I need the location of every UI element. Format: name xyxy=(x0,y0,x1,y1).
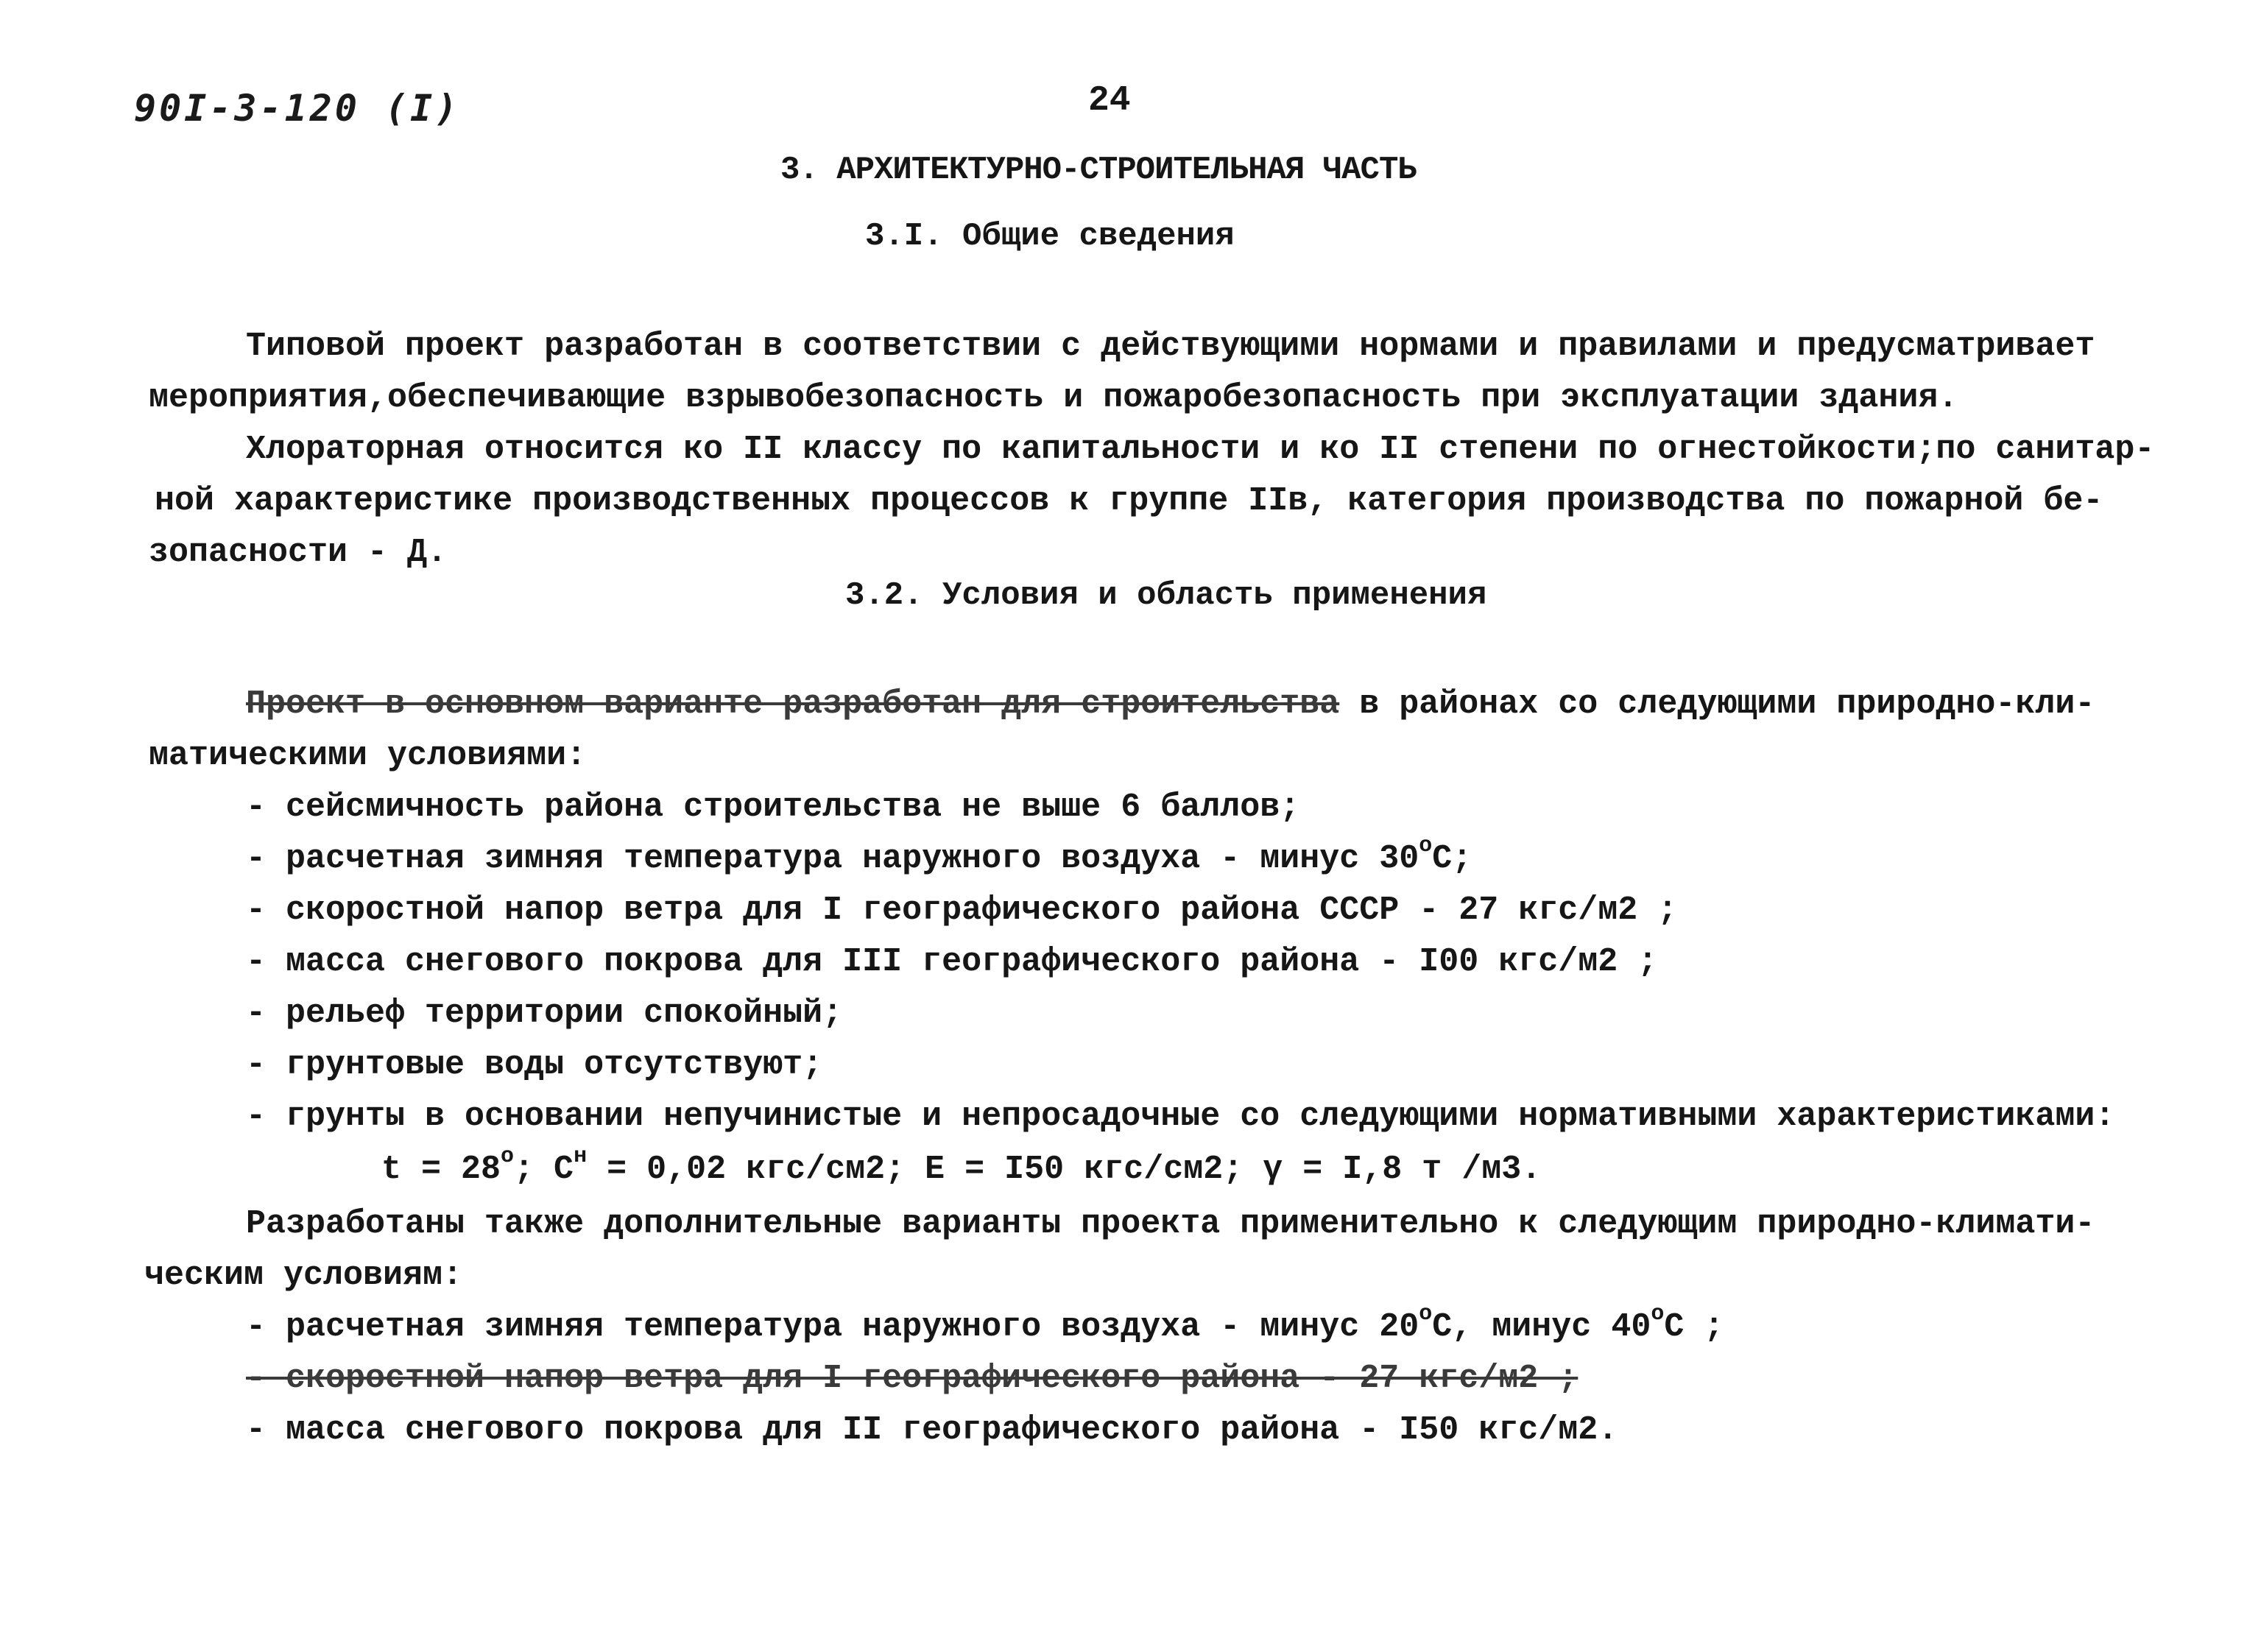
alternatives-line-1: Разработаны также дополнительные варианты проекта применительно к следующим природно-климати- xyxy=(246,1205,2095,1243)
subsection-conditions-title: 3.2. Условия и область применения xyxy=(845,577,1487,614)
alternatives-line-2: ческим условиям: xyxy=(144,1257,463,1294)
section-title: 3. АРХИТЕКТУРНО-СТРОИТЕЛЬНАЯ ЧАСТЬ xyxy=(780,152,1417,188)
soil-phi-degree: о xyxy=(501,1144,515,1169)
page-number: 24 xyxy=(1088,81,1131,121)
soil-characteristics xyxy=(381,1144,1542,1188)
condition-item-seismic: - сейсмичность района строительства не выше 6 баллов; xyxy=(246,788,1300,826)
soil-phi: t = 28 xyxy=(381,1151,501,1188)
general-paragraph-1-line-1: Типовой проект разработан в соответствии с действующими нормами и правилами и предусматривает xyxy=(246,328,2095,365)
document-code: 90I-3-120 (I) xyxy=(134,87,461,130)
general-paragraph-2-line-1: Хлораторная относится ко II классу по капитальности и ко II степени по огнестойкости;по санитар- xyxy=(246,431,2155,468)
condition-item-snow: - масса снегового покрова для III географического района - I00 кгс/м2 ; xyxy=(246,943,1658,981)
intro-continuation: в районах со следующими природно-кли- xyxy=(1339,685,2095,723)
alt-temp-text-a: - расчетная зимняя температура наружного воздуха - минус 20 xyxy=(246,1308,1419,1346)
general-paragraph-2-line-2: ной характеристике производственных процессов к группе IIв, категория производства по пожарной бе- xyxy=(155,482,2103,520)
soil-values: = 0,02 кгс/см2; Е = I50 кгс/см2; γ = I,8 т /м3. xyxy=(587,1151,1542,1188)
conditions-intro-line-1 xyxy=(246,685,2095,723)
condition-item-relief: - рельеф территории спокойный; xyxy=(246,995,843,1032)
conditions-intro-line-2: матическими условиями: xyxy=(149,737,587,774)
temperature-unit: С; xyxy=(1432,840,1472,878)
alternative-wind-struck: - скоростной напор ветра для I географического района - 27 кгс/м2 ; xyxy=(246,1360,1579,1397)
alt-degree-sign-2: о xyxy=(1651,1302,1665,1327)
condition-item-temperature xyxy=(246,833,1472,878)
alternative-temperature xyxy=(246,1302,1724,1346)
condition-item-groundwater: - грунтовые воды отсутствуют; xyxy=(246,1046,823,1084)
condition-item-wind: - скоростной напор ветра для I географического района СССР - 27 кгс/м2 ; xyxy=(246,892,1678,929)
soil-cohesion-label: ; С xyxy=(514,1151,574,1188)
subsection-general-title: 3.I. Общие сведения xyxy=(865,218,1235,255)
struck-text: Проект в основном варианте разработан для строительства xyxy=(246,685,1340,723)
degree-sign: о xyxy=(1419,833,1433,858)
temperature-text: - расчетная зимняя температура наружного воздуха - минус 30 xyxy=(246,840,1419,878)
general-paragraph-1-line-2: мероприятия,обеспечивающие взрывобезопасность и пожаробезопасность при эксплуатации здания. xyxy=(149,379,1958,417)
general-paragraph-2-line-3: зопасности - Д. xyxy=(149,534,448,571)
alt-temp-text-b: С, минус 40 xyxy=(1432,1308,1651,1346)
alternative-snow: - масса снегового покрова для II географического района - I50 кгс/м2. xyxy=(246,1411,1618,1449)
alt-degree-sign-1: о xyxy=(1419,1302,1433,1327)
alt-temp-text-c: С ; xyxy=(1664,1308,1724,1346)
condition-item-soils: - грунты в основании непучинистые и непросадочные со следующими нормативными характеристиками: xyxy=(246,1098,2115,1135)
soil-cohesion-sup: н xyxy=(574,1144,588,1169)
